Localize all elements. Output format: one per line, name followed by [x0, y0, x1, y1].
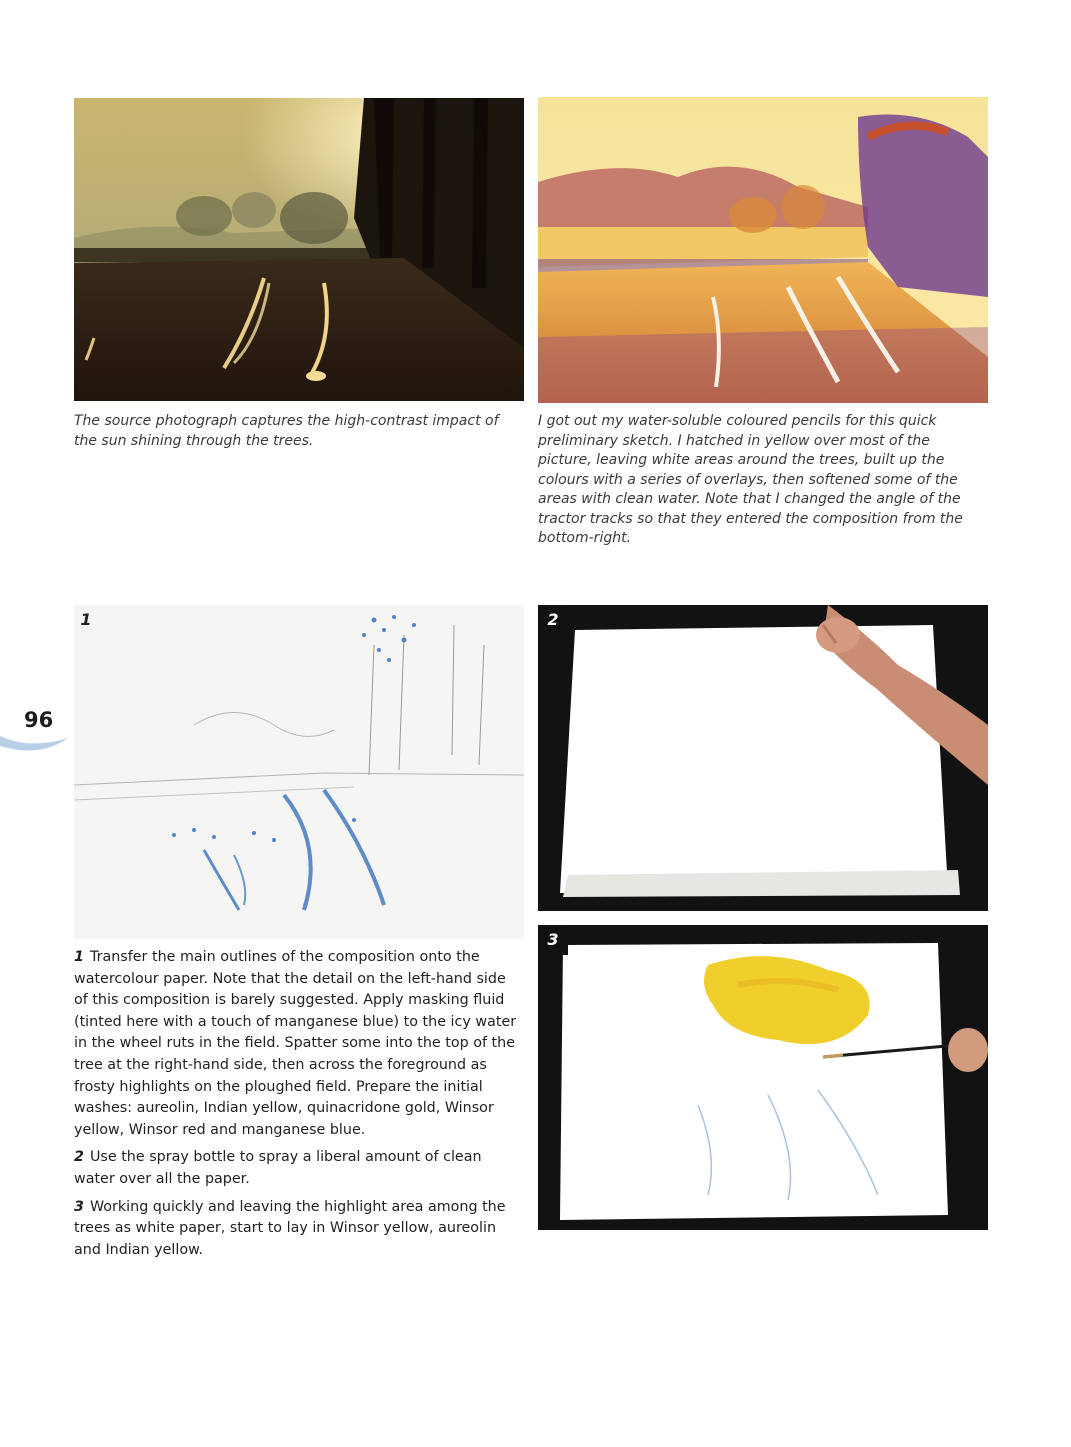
photo-caption: The source photograph captures the high-contrast impact of the sun shining through the trees. [74, 413, 499, 449]
step-2-image [538, 605, 988, 911]
page-number: 96 [24, 708, 54, 732]
step-3-paragraph: 3 Working quickly and leaving the highlight area among the trees as white paper, start to lay in Winsor yellow, aureolin and Indian yellow. [74, 1198, 506, 1258]
step-2-badge: 2 [538, 605, 568, 635]
step-1-badge: 1 [80, 610, 92, 629]
step-1-image [74, 605, 524, 939]
pencil-sketch [538, 97, 988, 403]
step-1-paragraph: 1 Transfer the main outlines of the composition onto the watercolour paper. Note that the detail on the left-hand side of this composition is barely suggested. Apply masking fluid (tinted here with a touch of manganese blue) to the icy water in the wheel ruts in the field. Spatter some into the top of the tree at the right-hand side, then across the foreground as frosty highlights on the ploughed field. Prepare the initial washes: aureolin, Indian yellow, quinacridone gold, Winsor yellow, Winsor red and manganese blue. [74, 949, 517, 1138]
sketch-caption: I got out my water-soluble coloured pencils for this quick preliminary sketch. I hatched in yellow over most of the picture, leaving white areas around the trees, built up the colours with a series of overlays, then softened some of the areas with clean water. Note that I changed the angle of the tractor tracks so that they entered the composition from the bottom-right. [538, 413, 963, 546]
page-swoosh-decoration [0, 728, 70, 752]
step-3-image [538, 925, 988, 1230]
step-2-paragraph: 2 Use the spray bottle to spray a liberal amount of clean water over all the paper. [74, 1149, 482, 1187]
source-photograph [74, 98, 524, 401]
steps-text [74, 947, 520, 1267]
step-3-badge: 3 [538, 925, 568, 955]
